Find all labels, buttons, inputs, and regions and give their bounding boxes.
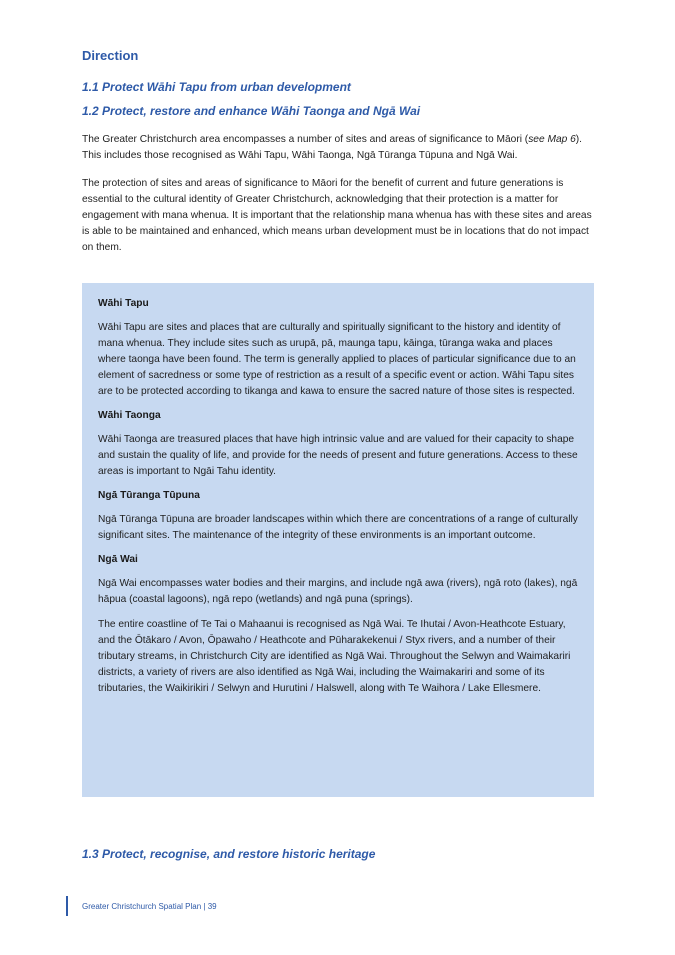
nga-wai-title: Ngā Wai (98, 554, 138, 565)
protection-paragraph: The protection of sites and areas of significance to Māori for the benefit of current and future generations is essential to the cultural identity of Greater Christchurch, acknowledging that their protection is a matter for engagement with mana whenua. It is important that the relationship mana whenua has with these sites and areas is able to be maintained and enhanced, which means urban development must be in locations that do not impact on them. (82, 178, 592, 253)
nga-wai-text-1: Ngā Wai encompasses water bodies and their margins, and include ngā awa (rivers), ngā roto (lakes), ngā hāpua (coastal lagoons), ngā repo (wetlands) and ngā puna (springs). (98, 578, 578, 605)
subheading-1-3: 1.3 Protect, recognise, and restore historic heritage (82, 847, 376, 861)
subheading-1-2: 1.2 Protect, restore and enhance Wāhi Taonga and Ngā Wai (82, 104, 421, 118)
map-reference: see Map 6 (528, 134, 576, 145)
intro-text-part2: ). This includes those recognised as Wāhi Tapu, Wāhi Taonga, Ngā Tūranga Tūpuna and Ngā Wai. (82, 134, 583, 161)
nga-turanga-tupuna-text: Ngā Tūranga Tūpuna are broader landscapes within which there are concentrations of a range of culturally significant sites. The maintenance of the integrity of these environments is an important outcome. (98, 514, 578, 541)
wahi-taonga-text: Wāhi Taonga are treasured places that have high intrinsic value and are valued for their capacity to shape and sustain the quality of life, and provide for the needs of present and future generations. Access to these areas is important to Ngāi Tahu identity. (98, 434, 578, 477)
definitions-callout-box (82, 283, 594, 797)
footer-accent-bar (66, 896, 68, 916)
intro-paragraph (82, 132, 592, 164)
nga-turanga-tupuna-title: Ngā Tūranga Tūpuna (98, 490, 200, 501)
wahi-tapu-title: Wāhi Tapu (98, 298, 149, 309)
footer-page-label: Greater Christchurch Spatial Plan | 39 (82, 902, 217, 911)
subheading-1-1: 1.1 Protect Wāhi Tapu from urban development (82, 80, 351, 94)
section-heading-direction: Direction (82, 48, 139, 63)
intro-text-part1: The Greater Christchurch area encompasses a number of sites and areas of significance to Māori ( (82, 134, 529, 145)
wahi-taonga-title: Wāhi Taonga (98, 410, 161, 421)
nga-wai-text-2: The entire coastline of Te Tai o Mahaanui is recognised as Ngā Wai. Te Ihutai / Avon-Heathcote Estuary, and the Ōtākaro / Avon, Ōpawaho / Heathcote and Pūharakekenui / Styx rivers, and a number of their tributary streams, in Christchurch City are identified as Ngā Wai. Throughout the Selwyn and Waimakariri districts, a variety of rivers are also identified as Ngā Wai, including the Waimakariri and some of its tributaries, the Waikirikiri / Selwyn and Hurutini / Halswell, along with Te Waihora / Lake Ellesmere. (98, 619, 571, 694)
wahi-tapu-text: Wāhi Tapu are sites and places that are culturally and spiritually significant to the history and identity of mana whenua. They include sites such as urupā, pā, maunga tapu, kāinga, tūranga waka and places where taonga have been found. The term is generally applied to places of particular significance due to an element of sacredness or some type of restriction as a result of a specific event or action. Wāhi Tapu sites are to be protected according to tikanga and kawa to ensure the sacred nature of those sites is respected. (98, 322, 576, 397)
